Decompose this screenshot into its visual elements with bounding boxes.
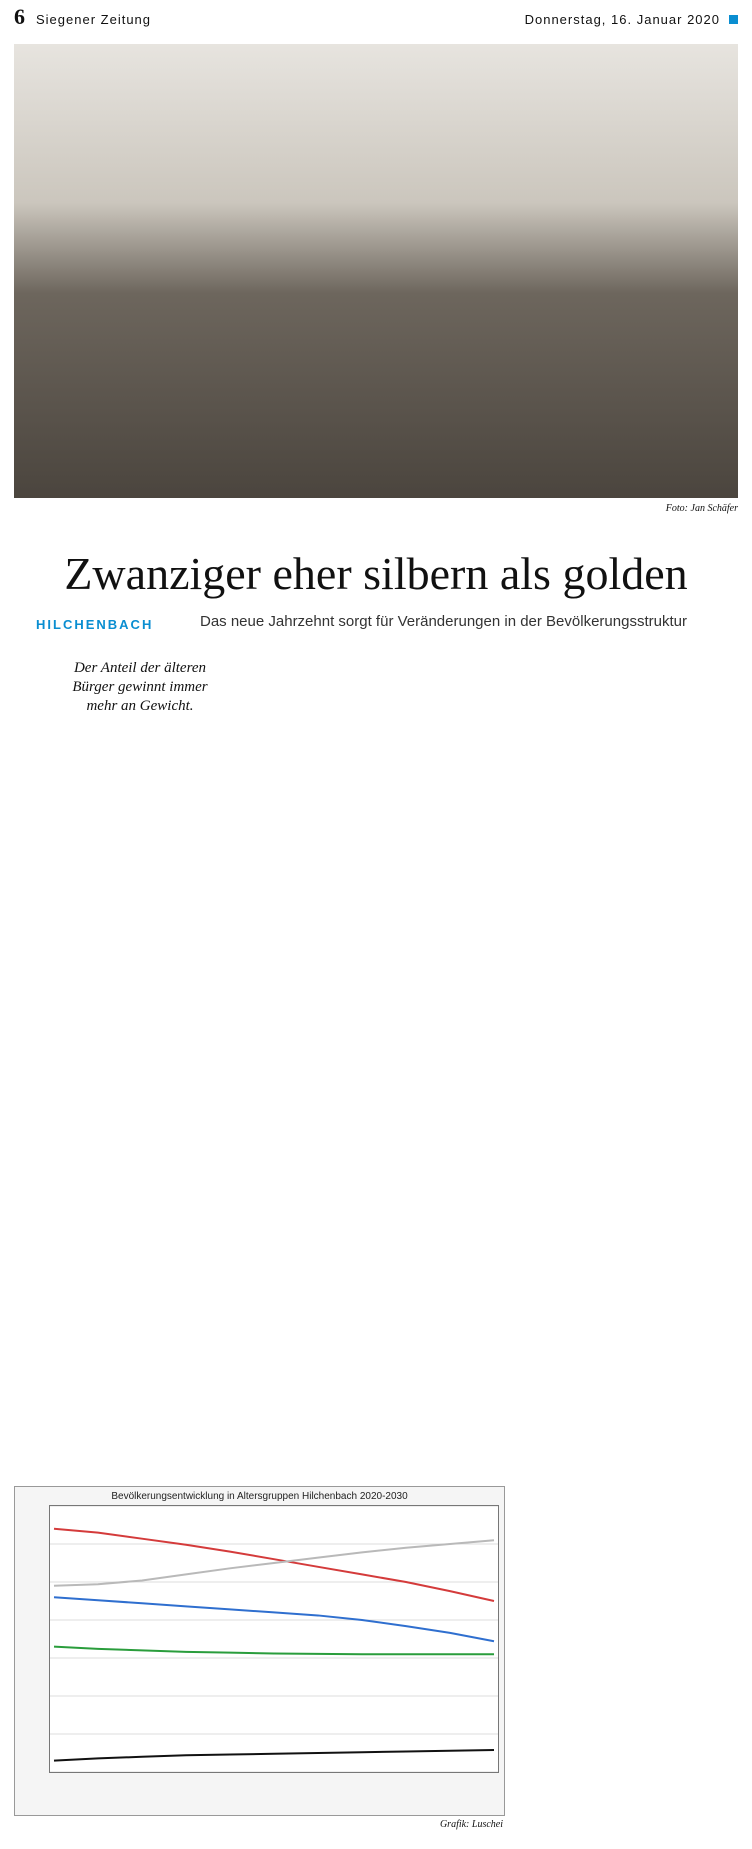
series-line-u20 (54, 1647, 494, 1655)
publication-name: Siegener Zeitung (36, 12, 152, 27)
series-line-40-u60 (54, 1529, 494, 1601)
header-marker (729, 15, 738, 24)
chart-title: Bevölkerungsentwicklung in Altersgruppen Hilchenbach 2020-2030 (111, 1491, 408, 1502)
series-line-80+ (54, 1750, 494, 1761)
page-number: 6 (14, 4, 25, 29)
chart-credit: Grafik: Luschei (439, 1819, 503, 1830)
headline: Zwanziger eher silbern als golden (64, 548, 688, 599)
lead-text: Der Anteil der älteren Bürger gewinnt immer mehr an Gewicht. (72, 660, 208, 714)
series-line-60-u80 (54, 1540, 494, 1586)
article-column-1 (30, 738, 226, 744)
photo-credit: Foto: Jan Schäfer (665, 503, 738, 514)
article-column-2 (246, 648, 458, 654)
article-column-3 (470, 648, 726, 654)
subheadline: Das neue Jahrzehnt sorgt für Veränderungen in der Bevölkerungsstruktur (200, 613, 687, 630)
population-chart (14, 1486, 505, 1816)
issue-date: Donnerstag, 16. Januar 2020 (524, 12, 720, 27)
chart-plot-area (49, 1505, 499, 1773)
photo-caption (14, 502, 738, 515)
series-line-20-u40 (54, 1597, 494, 1641)
article-photo (14, 44, 738, 498)
chart-caption (14, 1818, 503, 1831)
chart-svg (50, 1506, 498, 1772)
page-header (14, 4, 738, 30)
rubric: HILCHENBACH (36, 617, 154, 632)
